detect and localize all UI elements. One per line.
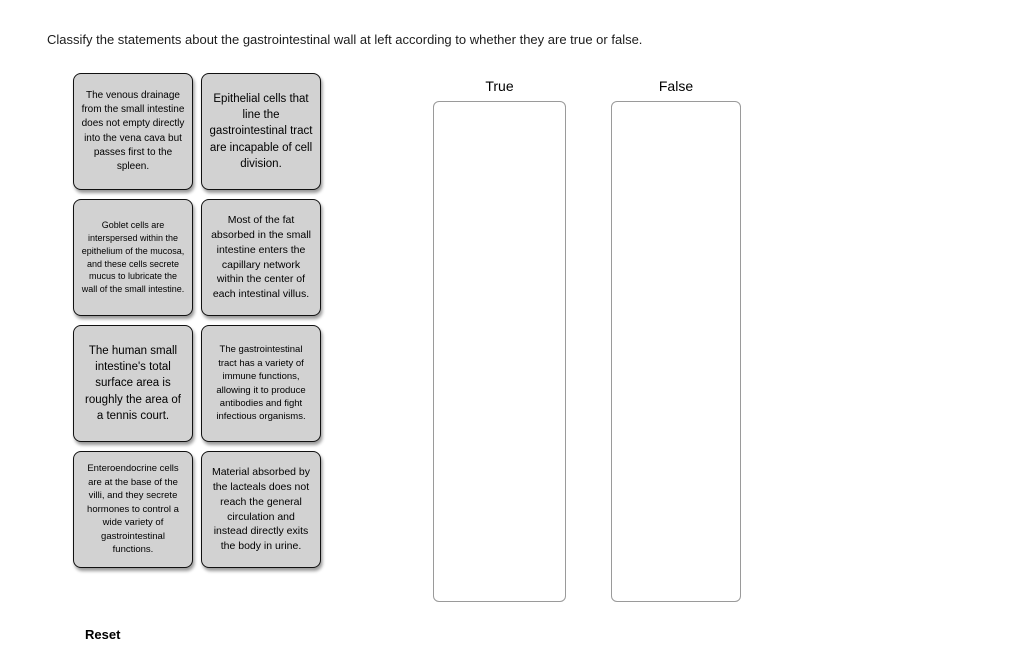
false-drop-zone[interactable] — [611, 101, 741, 602]
statement-card-venous-drainage[interactable]: The venous drainage from the small intestine does not empty directly into the vena cava but passes first to the spleen. — [73, 73, 193, 190]
false-bin-label: False — [658, 78, 694, 94]
true-drop-zone[interactable] — [433, 101, 566, 602]
statement-card-lacteals[interactable]: Material absorbed by the lacteals does not reach the general circulation and instead directly exits the body in urine. — [201, 451, 321, 568]
prompt-text: Classify the statements about the gastrointestinal wall at left according to whether they are true or false. — [47, 32, 643, 47]
statement-card-goblet-cells[interactable]: Goblet cells are interspersed within the epithelium of the mucosa, and these cells secrete mucus to lubricate the wall of the small intestine. — [73, 199, 193, 316]
statement-card-immune-functions[interactable]: The gastrointestinal tract has a variety of immune functions, allowing it to produce antibodies and fight infectious organisms. — [201, 325, 321, 442]
true-bin-label: True — [485, 78, 514, 94]
statement-card-fat-absorption[interactable]: Most of the fat absorbed in the small intestine enters the capillary network within the center of each intestinal villus. — [201, 199, 321, 316]
statement-card-epithelial-cells[interactable]: Epithelial cells that line the gastrointestinal tract are incapable of cell division. — [201, 73, 321, 190]
statement-card-bank — [73, 73, 321, 568]
statement-card-surface-area[interactable]: The human small intestine's total surface area is roughly the area of a tennis court. — [73, 325, 193, 442]
statement-card-enteroendocrine-cells[interactable]: Enteroendocrine cells are at the base of the villi, and they secrete hormones to control a wide variety of gastrointestinal functions. — [73, 451, 193, 568]
reset-button[interactable]: Reset — [85, 627, 121, 642]
